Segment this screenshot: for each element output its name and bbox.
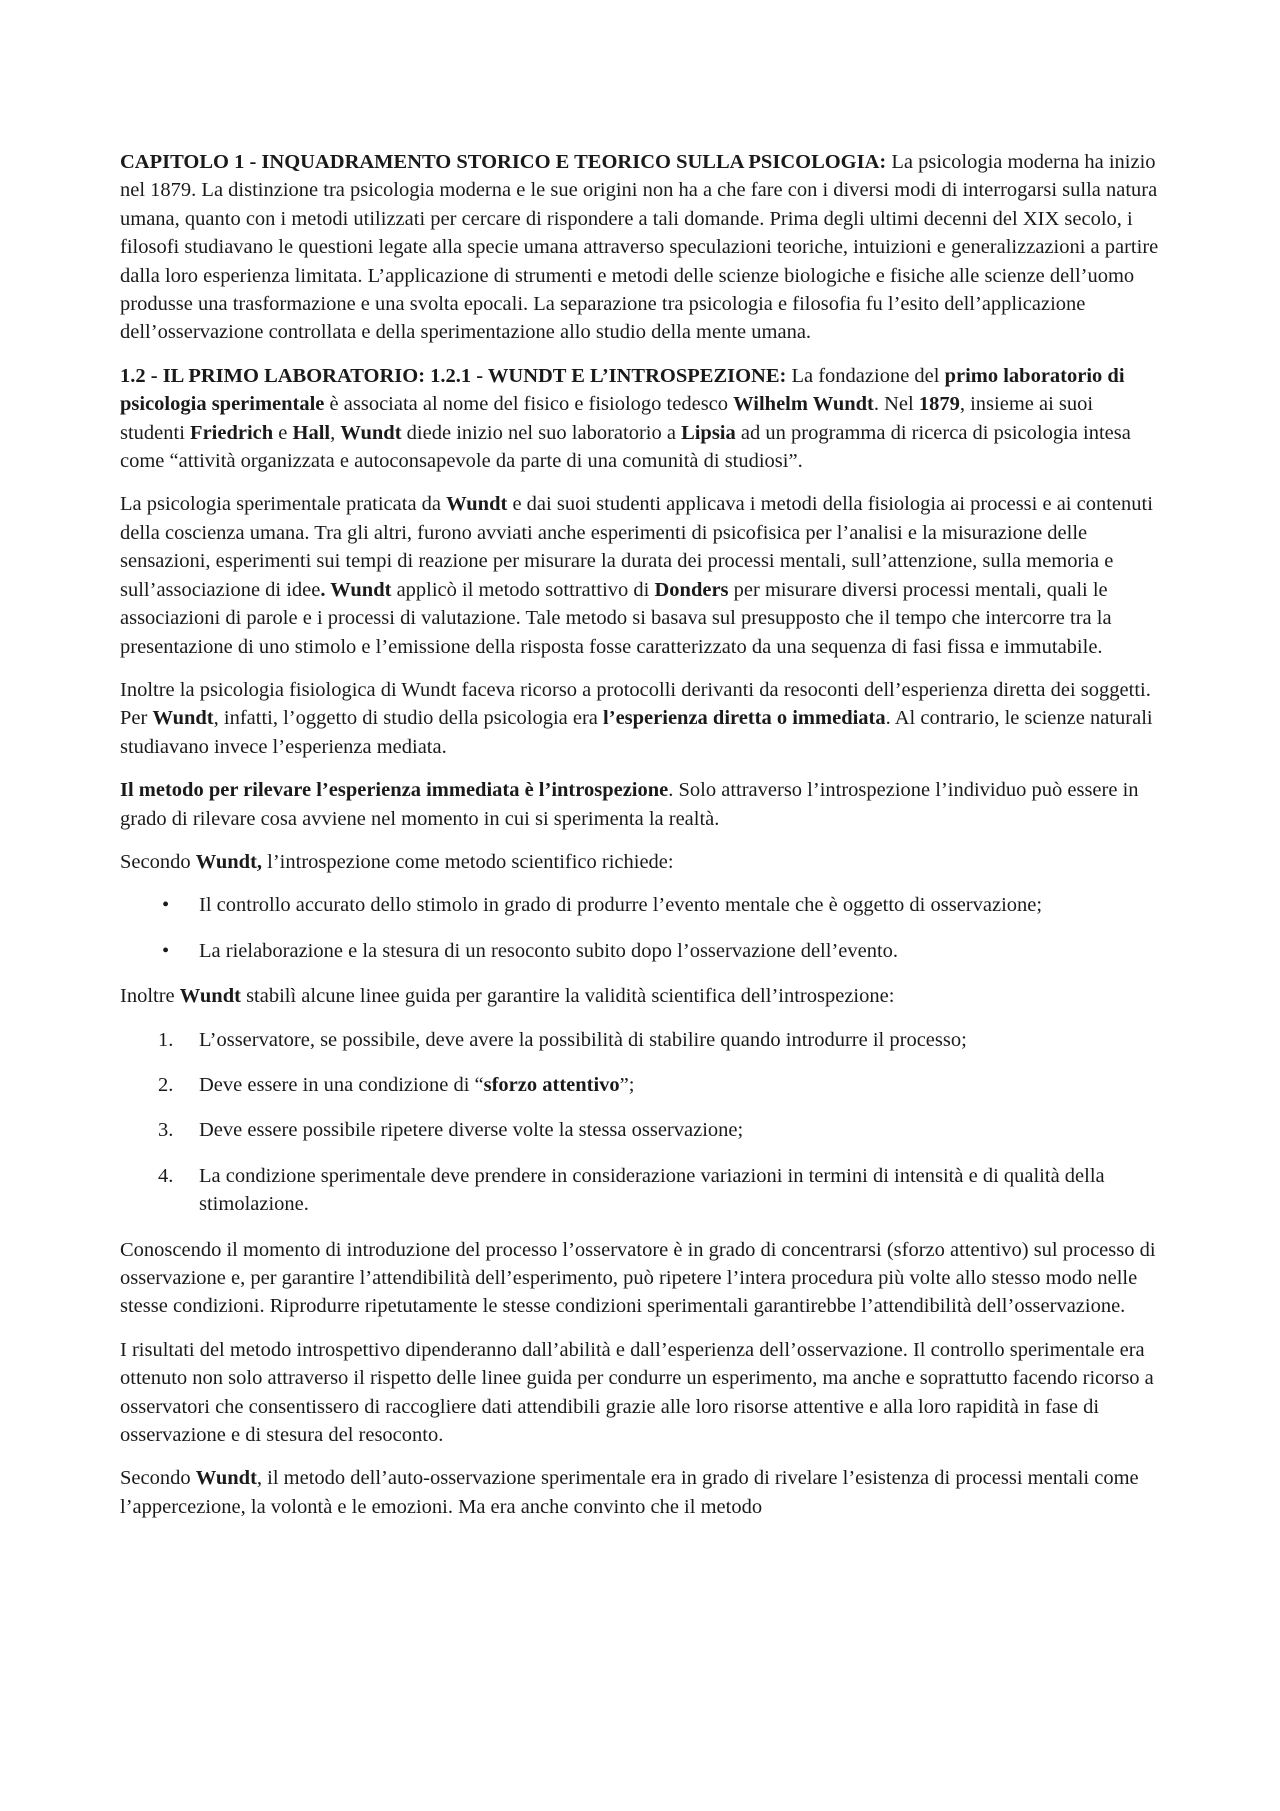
bold-run: Il metodo per rilevare l’esperienza immediata è l’introspezione bbox=[120, 779, 669, 802]
paragraph-experimental-psychology bbox=[120, 490, 1160, 660]
text-run: ”; bbox=[619, 1073, 635, 1096]
bold-run: 1879 bbox=[918, 393, 960, 416]
intro-text: La psicologia moderna ha inizio nel 1879. La distinzione tra psicologia moderna e le sue origini non ha a che fare con i diversi modi di interrogarsi sulla natura umana, quanto con i metodi utilizzati per cercare di rispondere a tali domande. Prima degli ultimi decenni del XIX secolo, i filosofi studiavano le questioni legate alla specie umana attraverso speculazioni teoriche, intuizioni e generalizzazioni a partire dalla loro esperienza limitata. L’applicazione di strumenti e metodi delle scienze biologiche e fisiche alle scienze dell’uomo produsse una trasformazione e una svolta epocali. La separazione tra psicologia e filosofia fu l’esito dell’applicazione dell’osservazione controllata e della sperimentazione allo studio della mente umana. bbox=[120, 151, 1159, 344]
paragraph-requirements-intro bbox=[120, 848, 1160, 876]
text-run: Secondo bbox=[120, 850, 196, 873]
bold-run: Donders bbox=[654, 578, 729, 601]
paragraph-introspection-method bbox=[120, 776, 1160, 833]
text-run: diede inizio nel suo laboratorio a bbox=[401, 421, 682, 444]
section-heading: 1.2 - IL PRIMO LABORATORIO: 1.2.1 - WUNDT E L’INTROSPEZIONE: bbox=[120, 364, 787, 387]
text-run: Inoltre bbox=[120, 985, 180, 1008]
list-item bbox=[120, 1071, 1160, 1099]
list-number: 4. bbox=[158, 1164, 174, 1187]
bold-run: l’esperienza diretta o immediata bbox=[603, 707, 886, 730]
list-item bbox=[120, 891, 1160, 919]
text-run: La psicologia sperimentale praticata da bbox=[120, 493, 447, 516]
text-run: e dai suoi studenti applicava i metodi della fisiologia ai processi e ai contenuti della coscienza umana. Tra gli altri, furono avviati anche esperimenti di psicofisica per l’analisi e la misurazione delle sensazioni, esperimenti sui tempi di reazione per misurare la durata dei processi mentali, sull’attenzione, sulla memoria e sull’associazione di idee bbox=[120, 493, 1153, 601]
bullet-list bbox=[120, 891, 1160, 965]
list-item-text: La condizione sperimentale deve prendere in considerazione variazioni in termini di intensità e di qualità della stimolazione. bbox=[199, 1164, 1105, 1216]
text-run: . Al contrario, le scienze naturali studiavano invece l’esperienza mediata. bbox=[120, 707, 1153, 758]
paragraph-intro bbox=[120, 148, 1160, 347]
text-run: per misurare diversi processi mentali, quali le associazioni di parole e i processi di valutazione. Tale metodo si basava sul presupposto che il tempo che intercorre tra la presentazione di uno stimolo e l’emissione della risposta fosse caratterizzato da una sequenza di fasi fissa e immutabile. bbox=[120, 578, 1112, 658]
text-run: stabilì alcune linee guida per garantire la validità scientifica dell’introspezione: bbox=[240, 985, 895, 1008]
text-run: , insieme ai suoi studenti bbox=[120, 393, 1094, 444]
numbered-list bbox=[120, 1026, 1160, 1219]
list-item-text: Il controllo accurato dello stimolo in grado di produrre l’evento mentale che è oggetto di osservazione; bbox=[199, 894, 1043, 917]
paragraph-first-laboratory bbox=[120, 362, 1160, 476]
list-item bbox=[120, 1026, 1160, 1054]
text-run: . Solo attraverso l’introspezione l’individuo può essere in grado di rilevare cosa avviene nel momento in cui si sperimenta la realtà. bbox=[120, 779, 1139, 830]
bullet-icon: • bbox=[162, 894, 170, 917]
paragraph-physiological-psychology bbox=[120, 676, 1160, 761]
list-item bbox=[120, 1116, 1160, 1144]
text-run: Secondo bbox=[120, 1467, 196, 1490]
list-number: 3. bbox=[158, 1119, 174, 1142]
bold-run: Wundt bbox=[340, 421, 402, 444]
text-run: Inoltre la psicologia fisiologica di Wundt faceva ricorso a protocolli derivanti da resoconti dell’esperienza diretta dei soggetti. Per bbox=[120, 678, 1151, 730]
paragraph-self-observation bbox=[120, 1464, 1160, 1521]
bold-run: . Wundt bbox=[320, 578, 392, 601]
bold-run: Wundt bbox=[152, 707, 214, 730]
list-number: 1. bbox=[158, 1028, 174, 1051]
list-item-text: L’osservatore, se possibile, deve avere la possibilità di stabilire quando introdurre il processo; bbox=[199, 1028, 967, 1051]
bullet-icon: • bbox=[162, 939, 170, 962]
text-run: La fondazione del bbox=[786, 364, 945, 387]
bold-run: sforzo attentivo bbox=[483, 1073, 620, 1096]
text-run: , infatti, l’oggetto di studio della psicologia era bbox=[213, 707, 604, 730]
list-item bbox=[120, 1162, 1160, 1219]
bold-run: Lipsia bbox=[681, 421, 736, 444]
bold-run: Hall bbox=[292, 421, 331, 444]
paragraph-guidelines-intro bbox=[120, 982, 1160, 1010]
paragraph-observer-process: Conoscendo il momento di introduzione del processo l’osservatore è in grado di concentrarsi (sforzo attentivo) sul processo di osservazione e, per garantire l’attendibilità dell’esperimento, può ripetere l’intera procedura più volte allo stesso modo nelle stesse condizioni. Riprodurre ripetutamente le stesse condizioni sperimentali garantirebbe l’attendibilità dell’osservazione. bbox=[120, 1238, 1156, 1318]
bold-run: Wilhelm Wundt bbox=[733, 393, 874, 416]
text-run: , il metodo dell’auto-osservazione sperimentale era in grado di rivelare l’esistenza di processi mentali come l’appercezione, la volontà e le emozioni. Ma era anche convinto che il metodo bbox=[120, 1467, 1139, 1518]
list-item-text: La rielaborazione e la stesura di un resoconto subito dopo l’osservazione dell’evento. bbox=[199, 939, 899, 962]
text-run: è associata al nome del fisico e fisiologo tedesco bbox=[324, 393, 734, 416]
bold-run: Friedrich bbox=[190, 421, 274, 444]
text-run: . Nel bbox=[873, 393, 919, 416]
bold-run: Wundt bbox=[446, 493, 508, 516]
chapter-heading: CAPITOLO 1 - INQUADRAMENTO STORICO E TEORICO SULLA PSICOLOGIA: bbox=[120, 151, 887, 173]
text-run: l’introspezione come metodo scientifico richiede: bbox=[262, 850, 674, 873]
text-run: , bbox=[330, 421, 341, 444]
text-run: Deve essere in una condizione di “ bbox=[199, 1073, 484, 1096]
list-item-text: Deve essere possibile ripetere diverse volte la stessa osservazione; bbox=[199, 1119, 744, 1142]
bold-run: primo laboratorio di psicologia sperimentale bbox=[120, 364, 1125, 416]
list-item bbox=[120, 937, 1160, 965]
text-run: e bbox=[273, 421, 293, 444]
paragraph-results: I risultati del metodo introspettivo dipenderanno dall’abilità e dall’esperienza dell’osservazione. Il controllo sperimentale era ottenuto non solo attraverso il rispetto delle linee guida per condurre un esperimento, ma anche e soprattutto facendo ricorso a osservatori che consentissero di raccogliere dati attendibili grazie alle loro risorse attentive e alla loro rapidità in fase di osservazione e di stesura del resoconto. bbox=[120, 1338, 1154, 1447]
list-number: 2. bbox=[158, 1073, 174, 1096]
bold-run: Wundt bbox=[179, 985, 241, 1008]
text-run: applicò il metodo sottrattivo di bbox=[391, 578, 655, 601]
bold-run: Wundt bbox=[195, 1467, 257, 1490]
bold-run: Wundt, bbox=[195, 850, 263, 873]
text-run: ad un programma di ricerca di psicologia intesa come “attività organizzata e autoconsapevole da parte di una comunità di studiosi”. bbox=[120, 421, 1131, 473]
